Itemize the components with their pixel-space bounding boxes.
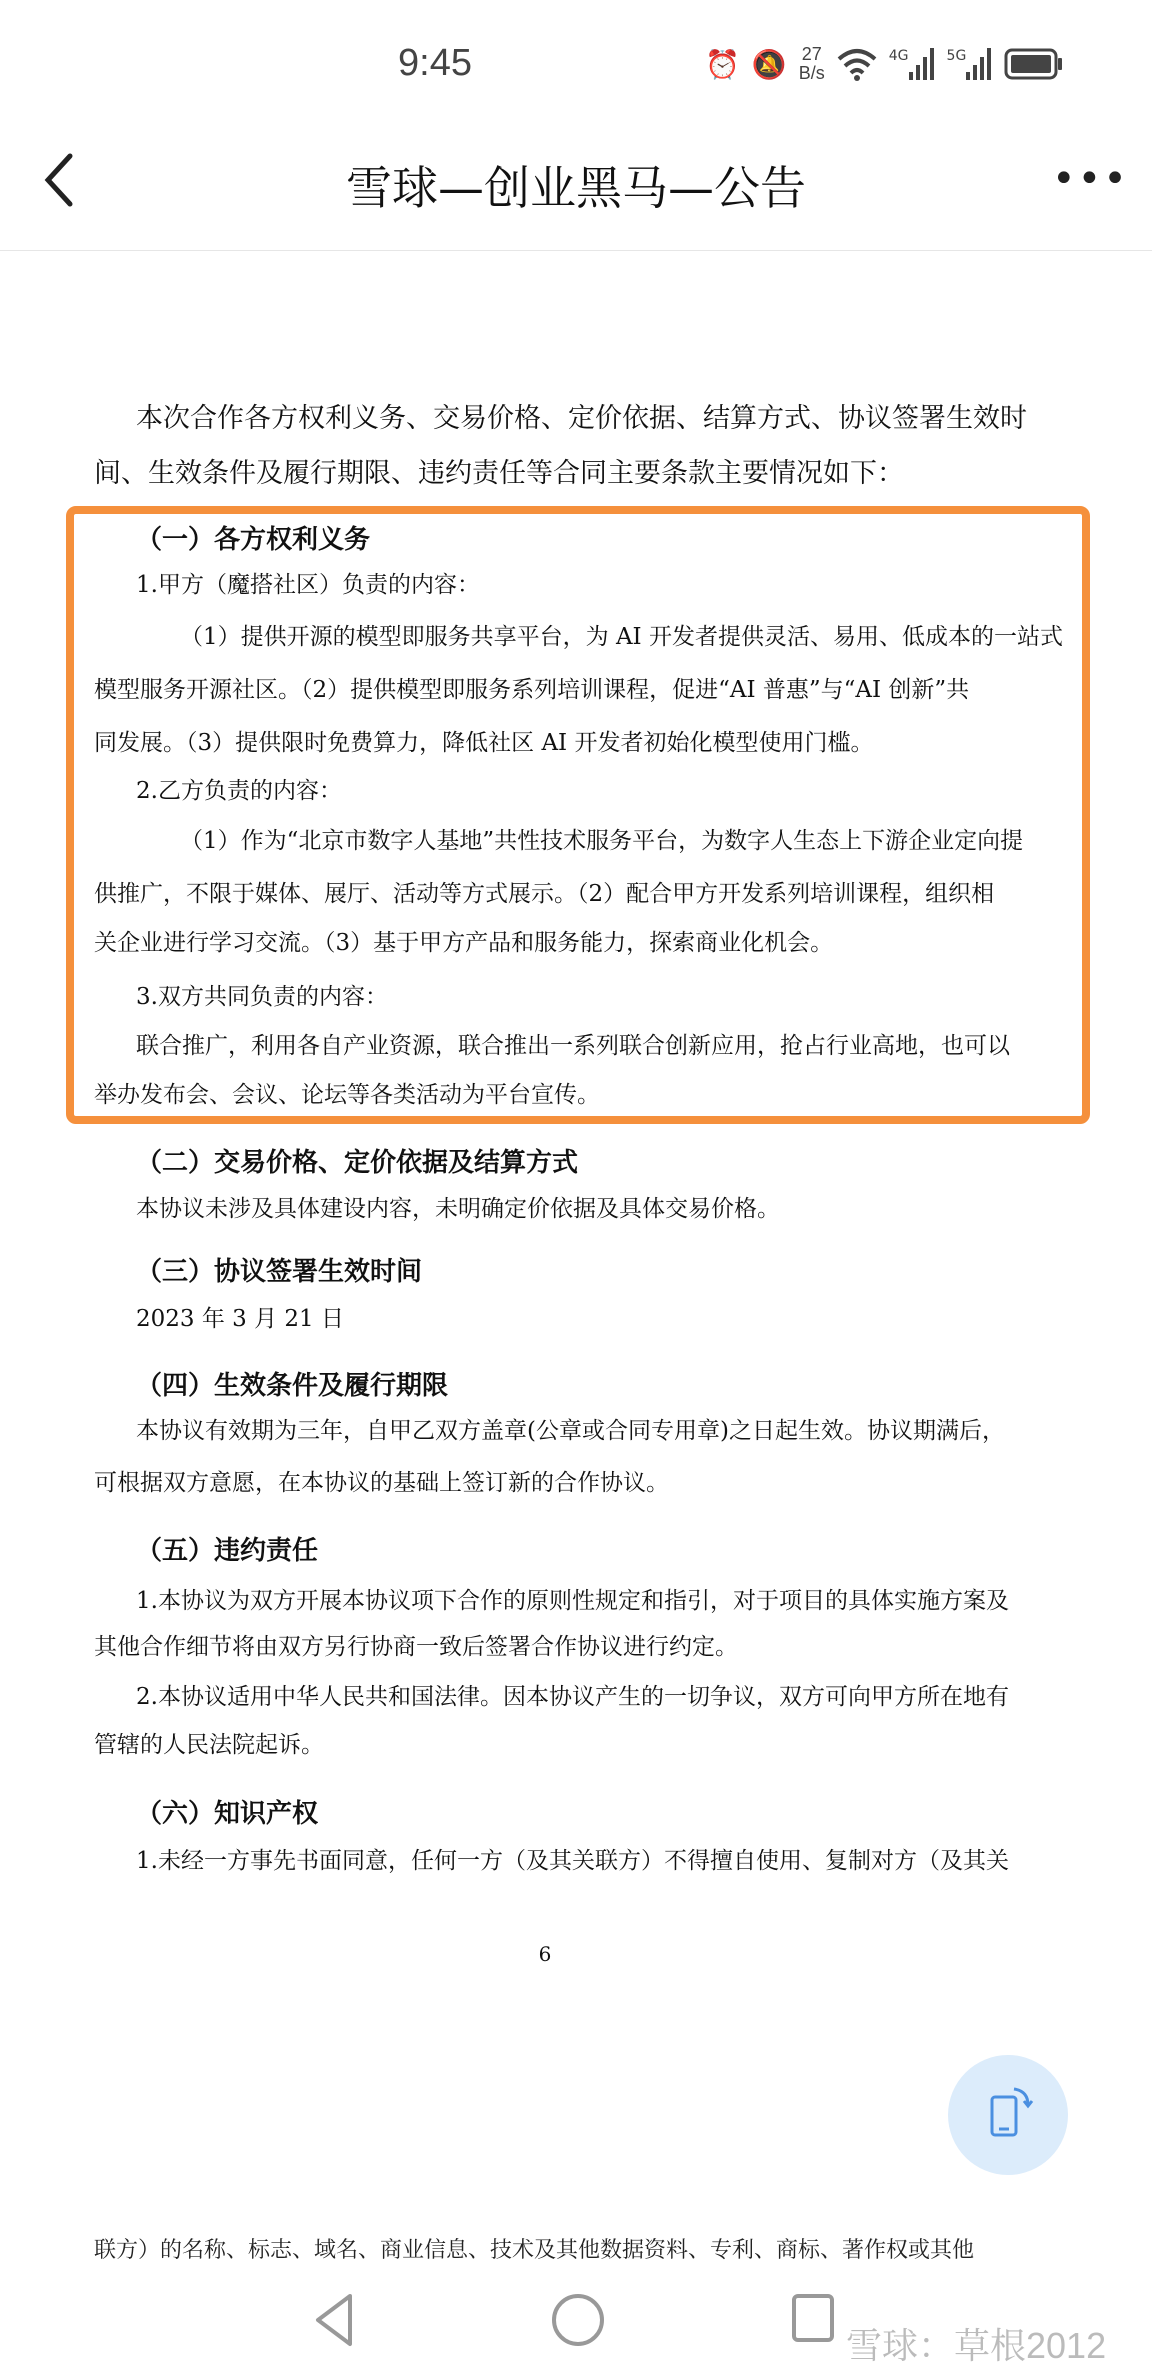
paragraph-line: 间、生效条件及履行期限、违约责任等合同主要条款主要情况如下： bbox=[94, 458, 904, 489]
title-bar bbox=[0, 130, 1152, 251]
status-time: 9:45 bbox=[398, 42, 472, 84]
home-circle-icon[interactable] bbox=[550, 2292, 606, 2348]
alarm-icon: ⏰ bbox=[705, 47, 740, 81]
section-heading: （一）各方权利义务 bbox=[136, 525, 371, 555]
paragraph-line: 1.本协议为双方开展本协议项下合作的原则性规定和指引，对于项目的具体实施方案及 bbox=[136, 1588, 1009, 1614]
paragraph-line: 本次合作各方权利义务、交易价格、定价依据、结算方式、协议签署生效时 bbox=[136, 403, 1027, 434]
wifi-icon bbox=[837, 47, 877, 81]
status-bar bbox=[0, 0, 1152, 130]
more-icon: ••• bbox=[1052, 156, 1129, 202]
paragraph-line: 本协议有效期为三年，自甲乙双方盖章(公章或合同专用章)之日起生效。协议期满后， bbox=[136, 1418, 1005, 1444]
mute-icon: 🔕 bbox=[751, 47, 787, 81]
net2-label: 5G bbox=[946, 48, 967, 64]
section-heading: （五）违约责任 bbox=[136, 1536, 319, 1566]
paragraph-line: 模型服务开源社区。（2）提供模型即服务系列培训课程，促进“AI 普惠”与“AI 创新”共 bbox=[94, 677, 970, 703]
paragraph-line: 举办发布会、会议、论坛等各类活动为平台宣传。 bbox=[94, 1082, 600, 1108]
paragraph-line: 3.双方共同负责的内容： bbox=[136, 984, 388, 1010]
signal-5g bbox=[947, 48, 993, 80]
paragraph-line: （1）作为“北京市数字人基地”共性技术服务平台，为数字人生态上下游企业定向提 bbox=[180, 828, 1024, 854]
signal-icon bbox=[966, 48, 992, 80]
net-speed-value: 27 bbox=[801, 44, 822, 64]
paragraph-line: 同发展。（3）提供限时免费算力，降低社区 AI 开发者初始化模型使用门槛。 bbox=[94, 730, 874, 756]
paragraph-line: 联合推广，利用各自产业资源，联合推出一系列联合创新应用，抢占行业高地，也可以 bbox=[136, 1033, 1010, 1059]
signal-4g bbox=[889, 48, 935, 80]
paragraph-line: 管辖的人民法院起诉。 bbox=[94, 1732, 324, 1758]
rotate-screen-icon bbox=[978, 2085, 1038, 2145]
section-heading: （三）协议签署生效时间 bbox=[136, 1257, 423, 1287]
page-title: 雪球—创业黑马—公告 bbox=[346, 161, 806, 215]
net1-label: 4G bbox=[888, 48, 909, 64]
back-triangle-icon[interactable] bbox=[312, 2292, 356, 2348]
paragraph-line: 1.未经一方事先书面同意，任何一方（及其关联方）不得擅自使用、复制对方（及其关 bbox=[136, 1848, 1009, 1874]
net-speed-unit: B/s bbox=[798, 63, 825, 83]
watermark: 雪球：草根2012 bbox=[846, 2325, 1107, 2366]
paragraph-line: 2.本协议适用中华人民共和国法律。因本协议产生的一切争议，双方可向甲方所在地有 bbox=[136, 1684, 1009, 1710]
signal-icon bbox=[909, 48, 935, 80]
page-number: 6 bbox=[538, 1942, 552, 1966]
section-heading: （六）知识产权 bbox=[136, 1799, 319, 1829]
paragraph-line: 其他合作细节将由双方另行协商一致后签署合作协议进行约定。 bbox=[94, 1634, 738, 1660]
more-button[interactable] bbox=[1052, 156, 1129, 202]
battery-icon bbox=[1004, 48, 1064, 80]
paragraph-line: 本协议未涉及具体建设内容，未明确定价依据及具体交易价格。 bbox=[136, 1196, 780, 1222]
net-speed bbox=[799, 45, 825, 83]
paragraph-line: 2.乙方负责的内容： bbox=[136, 778, 342, 804]
recents-square-icon[interactable] bbox=[790, 2292, 838, 2344]
paragraph-line: 关企业进行学习交流。（3）基于甲方产品和服务能力，探索商业化机会。 bbox=[94, 930, 834, 956]
section-heading: （二）交易价格、定价依据及结算方式 bbox=[136, 1148, 579, 1178]
paragraph-line: 供推广，不限于媒体、展厅、活动等方式展示。（2）配合甲方开发系列培训课程，组织相 bbox=[94, 881, 995, 907]
next-page-partial-text: 联方）的名称、标志、域名、商业信息、技术及其他数据资料、专利、商标、著作权或其他 bbox=[94, 2238, 975, 2263]
section-heading: （四）生效条件及履行期限 bbox=[136, 1371, 449, 1401]
paragraph-line: 2023 年 3 月 21 日 bbox=[136, 1306, 344, 1332]
paragraph-line: 可根据双方意愿，在本协议的基础上签订新的合作协议。 bbox=[94, 1470, 669, 1496]
paragraph-line: 1.甲方（魔搭社区）负责的内容： bbox=[136, 572, 480, 598]
status-icons bbox=[705, 44, 1064, 84]
rotate-screen-button[interactable] bbox=[948, 2055, 1068, 2175]
paragraph-line: （1）提供开源的模型即服务共享平台，为 AI 开发者提供灵活、易用、低成本的一站式 bbox=[180, 624, 1063, 650]
